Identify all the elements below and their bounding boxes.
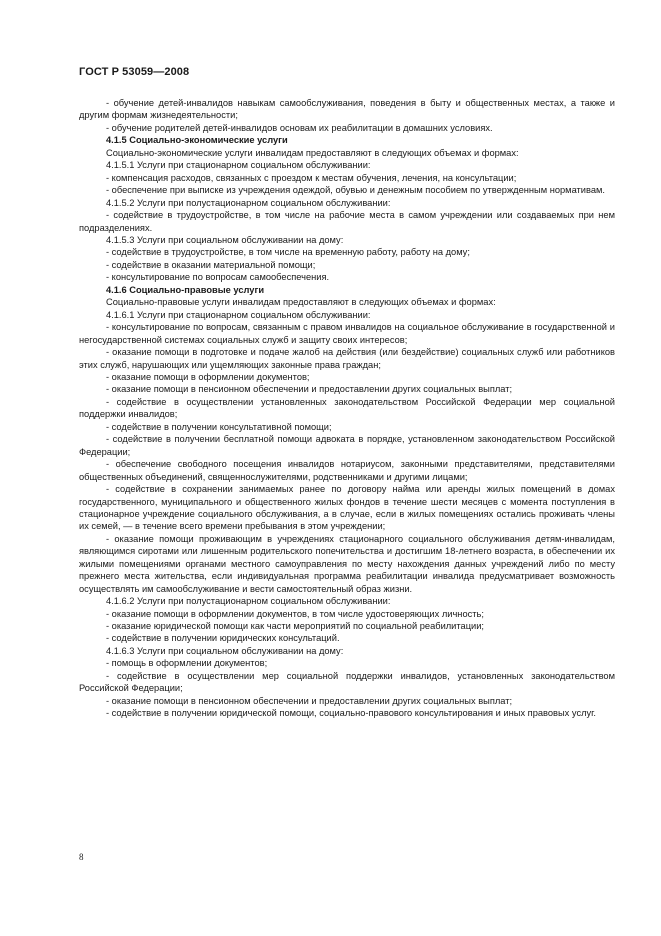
paragraph: - содействие в получении юридической помощи, социально-правового консультирования и иных правовых услуг. bbox=[106, 708, 597, 719]
paragraph: - содействие в получении бесплатной помощи адвоката в порядке, установленном законодательством Российской Федерации; bbox=[79, 434, 615, 457]
document-body bbox=[79, 97, 615, 720]
paragraph: - оказание помощи в оформлении документов; bbox=[106, 371, 310, 382]
paragraph: - оказание помощи в подготовке и подаче жалоб на действия (или бездействие) социальных служб или работников этих служб, нарушающих или ущемляющих законные права граждан; bbox=[79, 347, 615, 370]
document-header: ГОСТ Р 53059—2008 bbox=[79, 66, 190, 78]
paragraph: - консультирование по вопросам, связанным с правом инвалидов на социальное обслуживание в государственной и негосударственной системах социальных служб и защиту своих интересов; bbox=[79, 322, 615, 345]
paragraph: 4.1.6.1 Услуги при стационарном социальном обслуживании: bbox=[106, 309, 371, 320]
paragraph: - оказание помощи в оформлении документов, в том числе удостоверяющих личность; bbox=[106, 608, 484, 619]
paragraph: - содействие в получении консультативной помощи; bbox=[106, 421, 332, 432]
paragraph: - содействие в сохранении занимаемых ранее по договору найма или аренды жилых помещений в домах государственного, муниципального и общественного жилых фондов в течение шести месяцев с момента поступления в стационарное учреждение социального обслуживания, а в случае, если в жилых помещениях остались проживать члены их семей, — в течение всего времени пребывания в этом учреждении; bbox=[79, 484, 615, 532]
paragraph: - оказание юридической помощи как части мероприятий по социальной реабилитации; bbox=[106, 621, 484, 632]
paragraph: Социально-экономические услуги инвалидам предоставляют в следующих объемах и формах: bbox=[106, 147, 519, 158]
paragraph: - содействие в получении юридических консультаций. bbox=[106, 633, 340, 644]
paragraph: - содействие в осуществлении мер социальной поддержки инвалидов, установленных законодательством Российской Федерации; bbox=[79, 670, 615, 694]
paragraph: - оказание помощи в пенсионном обеспечении и предоставлении других социальных выплат; bbox=[106, 384, 513, 395]
paragraph: - оказание помощи проживающим в учреждениях стационарного социального обслуживания детям-инвалидам, являющимся сиротами или лишенным родительского попечительства и достигшим 18-летнего возраста, в обеспечении их жилыми помещениями органами местного самоуправления по месту нахождения данных учреждений либо по месту прежнего места жительства, если индивидуальная программа реабилитации инвалида предусматривает возможность осуществлять им самообслуживание и вести самостоятельный образ жизни. bbox=[79, 533, 615, 594]
paragraph: - обучение детей-инвалидов навыкам самообслуживания, поведения в быту и общественных местах, а также и другим формам жизнедеятельности; bbox=[79, 98, 615, 121]
section-heading: 4.1.5 Социально-экономические услуги bbox=[106, 135, 288, 146]
paragraph: - содействие в трудоустройстве, в том числе на рабочие места в самом учреждении или создаваемых при нем подразделениях. bbox=[79, 210, 615, 233]
paragraph: - консультирование по вопросам самообеспечения. bbox=[106, 272, 330, 283]
section-heading: 4.1.6 Социально-правовые услуги bbox=[106, 284, 265, 295]
paragraph: - оказание помощи в пенсионном обеспечении и предоставлении других социальных выплат; bbox=[106, 695, 513, 706]
paragraph: - обеспечение при выписке из учреждения одеждой, обувью и денежным пособием по утвержденным нормативам. bbox=[106, 185, 605, 196]
paragraph: 4.1.5.1 Услуги при стационарном социальном обслуживании: bbox=[106, 160, 371, 171]
paragraph: - обеспечение свободного посещения инвалидов нотариусом, законными представителями, представителями общественных объединений, священнослужителями, родственниками и другими лицами; bbox=[79, 459, 615, 482]
paragraph: 4.1.5.3 Услуги при социальном обслуживании на дому: bbox=[106, 234, 344, 245]
paragraph: Социально-правовые услуги инвалидам предоставляют в следующих объемах и формах: bbox=[106, 297, 496, 308]
paragraph: 4.1.6.3 Услуги при социальном обслуживании на дому: bbox=[106, 645, 344, 656]
paragraph: - содействие в осуществлении установленных законодательством Российской Федерации мер социальной поддержки инвалидов; bbox=[79, 396, 615, 420]
paragraph: 4.1.5.2 Услуги при полустационарном социальном обслуживании: bbox=[106, 197, 391, 208]
paragraph: - компенсация расходов, связанных с проездом к местам обучения, лечения, на консультации; bbox=[106, 172, 517, 183]
page-number: 8 bbox=[79, 852, 84, 862]
paragraph: 4.1.6.2 Услуги при полустационарном социальном обслуживании: bbox=[106, 596, 391, 607]
paragraph: - обучение родителей детей-инвалидов основам их реабилитации в домашних условиях. bbox=[106, 122, 493, 133]
paragraph: - содействие в оказании материальной помощи; bbox=[106, 259, 316, 270]
paragraph: - содействие в трудоустройстве, в том числе на временную работу, работу на дому; bbox=[106, 247, 470, 258]
paragraph: - помощь в оформлении документов; bbox=[106, 658, 268, 669]
